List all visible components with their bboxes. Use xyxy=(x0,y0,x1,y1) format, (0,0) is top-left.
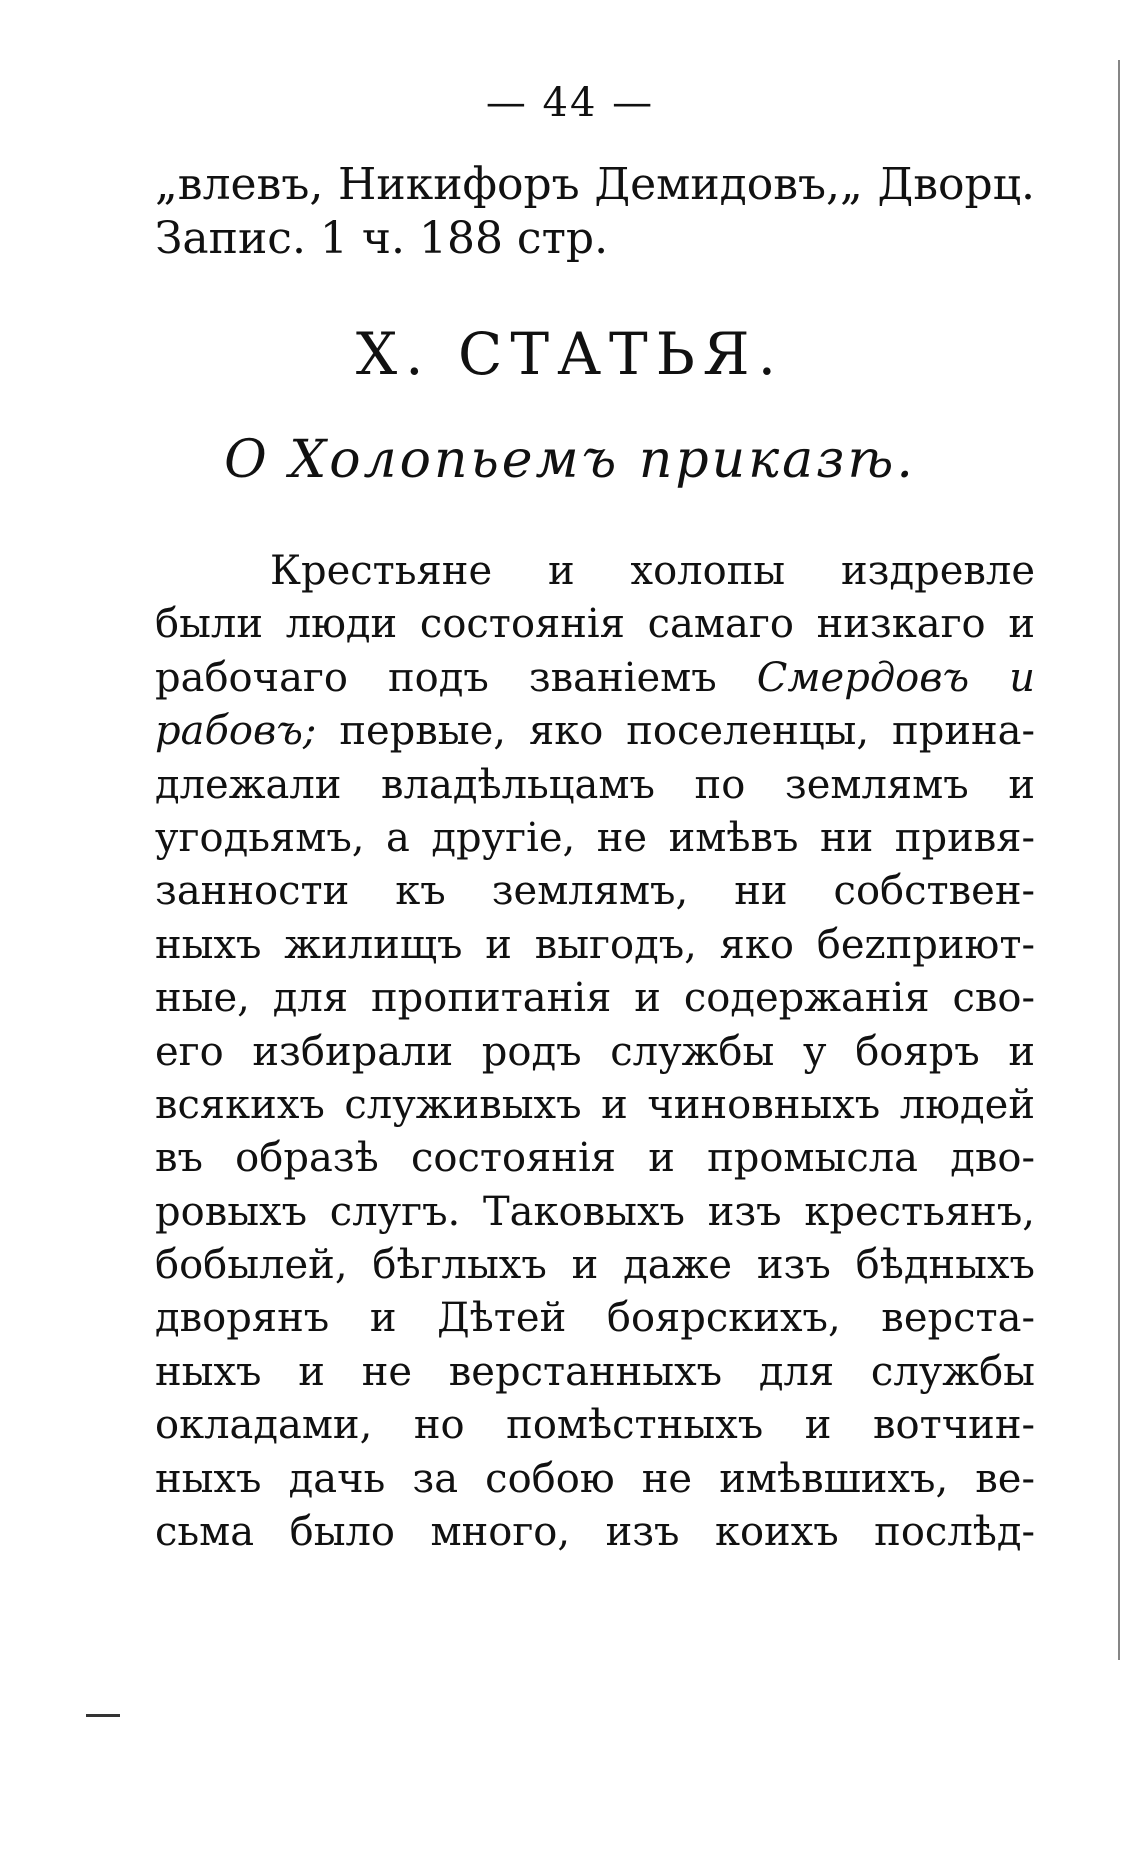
body-text-segment: первые, яко поселенцы, прина- xyxy=(339,708,1035,755)
body-line: ныхъ жилищъ и выгодъ, яко бezприют- xyxy=(155,921,1035,968)
page-edge-line xyxy=(1118,60,1120,1660)
body-line: дворянъ и Дѣтей боярскихъ, верста- xyxy=(155,1295,1035,1342)
body-line xyxy=(155,705,1035,758)
body-line: ровыхъ слугъ. Таковыхъ изъ крестьянъ, xyxy=(155,1188,1035,1235)
body-line: бобылей, бѣглыхъ и даже изъ бѣдныхъ xyxy=(155,1242,1035,1289)
body-line: Крестьяне и холопы издревле xyxy=(270,548,1035,594)
body-line: сьма было много, изъ коихъ послѣд- xyxy=(155,1509,1035,1556)
body-line: были люди состоянiя самаго низкаго и xyxy=(155,601,1035,648)
margin-mark xyxy=(86,1714,120,1717)
italic-term: рабовъ; xyxy=(155,708,317,755)
body-line: въ образѣ состоянiя и промысла дво- xyxy=(155,1135,1035,1182)
article-subtitle: О Холопьемъ приказѣ. xyxy=(224,430,916,490)
body-line: ныхъ дачь за собою не имѣвшихъ, ве- xyxy=(155,1455,1035,1502)
article-title: X. СТАТЬЯ. xyxy=(355,320,785,388)
body-line: ные, для пропитанiя и содержанiя сво- xyxy=(155,975,1035,1022)
body-line: окладами, но помѣстныхъ и вотчин- xyxy=(155,1402,1035,1449)
body-line: его избирали родъ службы у бояръ и xyxy=(155,1028,1035,1075)
body-line xyxy=(155,652,1035,705)
body-paragraph xyxy=(155,545,1035,1559)
carryover-line-1: „влевъ, Никифоръ Демидовъ,„ Дворц. xyxy=(155,159,1035,210)
body-line: угодьямъ, а другiе, не имѣвъ ни привя- xyxy=(155,814,1035,861)
body-line: всякихъ служивыхъ и чиновныхъ людей xyxy=(155,1081,1035,1128)
italic-term: Смердовъ и xyxy=(756,654,1035,701)
body-text-segment: рабочаго подъ званiемъ xyxy=(155,654,717,701)
page-number: — 44 — xyxy=(485,80,655,126)
body-line: длежали владѣльцамъ по землямъ и xyxy=(155,761,1035,808)
body-line: занности къ землямъ, ни собствен- xyxy=(155,868,1035,915)
carryover-line-2: Запис. 1 ч. 188 стр. xyxy=(155,213,609,264)
body-line: ныхъ и не верстанныхъ для службы xyxy=(155,1348,1035,1395)
